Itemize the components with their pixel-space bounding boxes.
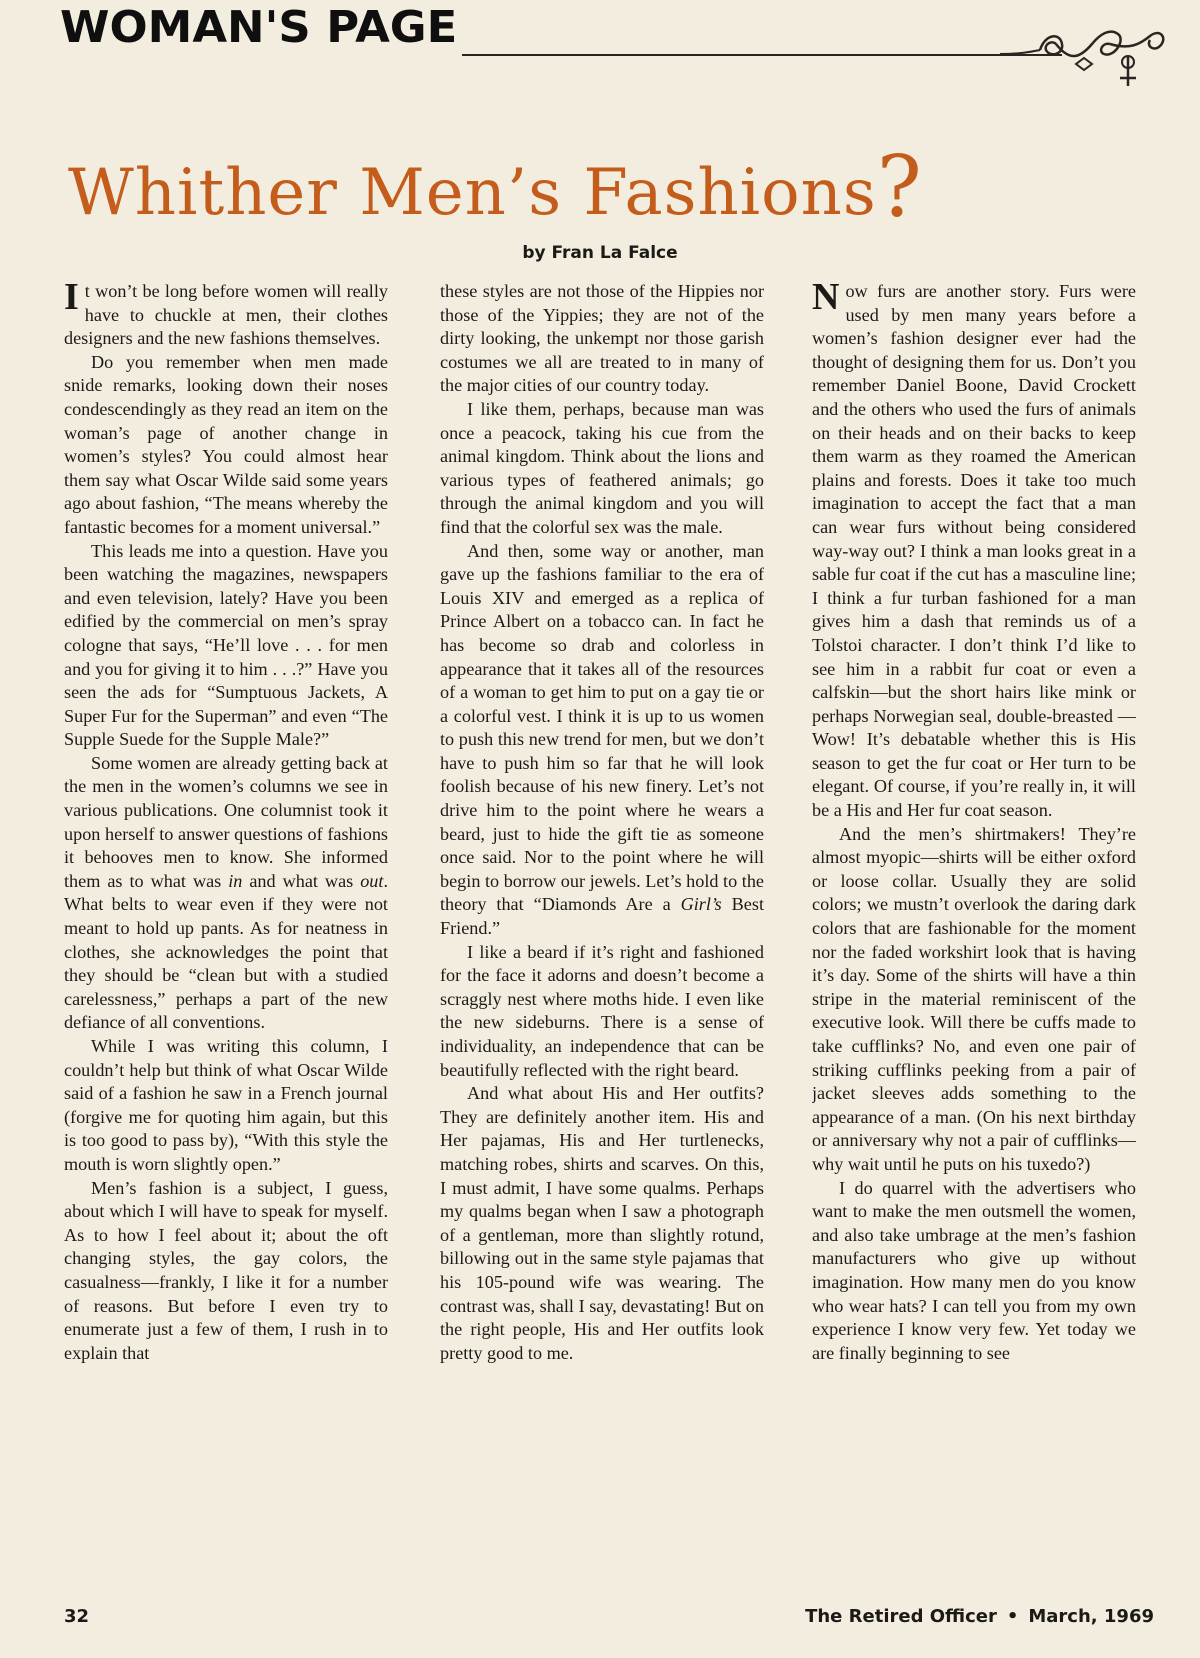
emphasis-out: out	[360, 870, 384, 891]
drop-cap: N	[812, 280, 840, 318]
paragraph: While I was writing this column, I couldn’t help but think of what Oscar Wilde said of a fashion he saw in a French journal (forgive me for quoting him again, but this is too good to pass by), “With this style the mouth is worn slightly open.”	[64, 1036, 388, 1174]
paragraph: I like a beard if it’s right and fashioned for the face it adorns and doesn’t become a scraggly nest where moths hide. I even like the new sideburns. There is a sense of individuality, an independence that can be beautifully reflected with the right beard.	[440, 941, 764, 1080]
paragraph: I do quarrel with the advertisers who want to make the men outsmell the women, and also take umbrage at the men’s fashion manufacturers who give up without imagination. How many men do you know who wear hats? I can tell you from my own experience I know very few. Yet today we are finally beginning to see	[812, 1177, 1136, 1363]
section-header: WOMAN'S PAGE	[60, 2, 458, 53]
paragraph: And the men’s shirtmakers! They’re almost myopic—shirts will be either oxford or loose collar. Usually they are solid colors; we mustn’t overlook the daring dark colors that are fashionable for the moment nor the faded workshirt look that is having it’s day. Some of the shirts will have a thin stripe in the material reminiscent of the executive look. Will there be cuffs made to take cufflinks? No, and even one pair of striking cufflinks peeking from a pair of jacket sleeves adds something to the appearance of a man. (On his next birthday or anniversary why not a pair of cufflinks— why wait until he puts on his tuxedo?)	[812, 823, 1136, 1174]
drop-cap: I	[64, 280, 79, 318]
paragraph: these styles are not those of the Hippies nor those of the Yippies; they are not of the dirty looking, the unkempt nor those garish costumes we all are treated to in many of the major cities of our country today.	[440, 281, 764, 396]
article-column-1	[64, 280, 388, 1580]
paragraph: And what about His and Her outfits? They are definitely another item. His and Her pajamas, His and Her turtlenecks, matching robes, shirts and scarves. On this, I must admit, I have some qualms. Perhaps my qualms began when I saw a photograph of a gentleman, more than slightly rotund, billowing out in the same style pajamas that his 105-pound wife was wearing. The contrast was, shall I say, devastating! But on the right people, His and Her outfits look pretty good to me.	[440, 1083, 764, 1363]
paragraph: I like them, perhaps, because man was once a peacock, taking his cue from the animal kingdom. Think about the lions and various types of feathered animals; go through the animal kingdom and you will find that the colorful sex was the male.	[440, 398, 764, 537]
footer-publication	[805, 1606, 1154, 1627]
emphasis-girls: Girl’s	[680, 894, 722, 915]
paragraph-text: . What belts to wear even if they were not meant to hold up pants. As for neatness in clothes, she acknowledges the point that they should be “clean but with a studied carelessness,” perhaps a part of the new defiance of all conventions.	[64, 870, 388, 1033]
article-column-3	[812, 280, 1136, 1580]
paragraph-text: Some women are already getting back at the men in the women’s columns we see in various publications. One columnist took it upon herself to answer questions of fashions it behooves men to know. She informed them as to what was	[64, 752, 388, 891]
paragraph-text: t won’t be long before women will really have to chuckle at men, their clothes designers and the new fashions themselves.	[64, 281, 388, 349]
publication-name: The Retired Officer	[805, 1606, 997, 1627]
article-column-2	[440, 280, 764, 1580]
flourish-ornament-icon	[1000, 14, 1170, 100]
paragraph: Do you remember when men made snide remarks, looking down their noses condescendingly as they read an item on the woman’s page of another change in women’s styles? You could almost hear them say what Oscar Wilde said some years ago about fashion, “The means whereby the fantastic becomes for a moment universal.”	[64, 351, 388, 537]
paragraph	[64, 280, 388, 351]
paragraph-text: and what was	[242, 870, 361, 891]
paragraph-text: Best Friend.”	[440, 894, 764, 939]
paragraph	[64, 752, 388, 1035]
paragraph-text: And then, some way or another, man gave up the fashions familiar to the era of Louis XIV and emerged as a replica of Prince Albert on a tobacco can. In fact he has become so drab and colorless in appearance that it takes all of the resources of a woman to get him to put on a gay tie or a colorful vest. I think it is up to us women to push this new trend for men, but we don’t have to push him so far that he will look foolish because of his new finery. Let’s not drive him to the point where he wears a beard, just to hide the gift tie as someone once said. Nor to the point where he will begin to borrow our jewels. Let’s hold to the theory that “Diamonds Are a	[440, 540, 764, 915]
footer-separator: •	[1006, 1606, 1019, 1627]
article-title-mark: ?	[876, 138, 923, 236]
article-title	[68, 138, 1168, 236]
header-rule	[462, 54, 1062, 56]
emphasis-in: in	[228, 870, 243, 891]
paragraph: Men’s fashion is a subject, I guess, about which I will have to speak for myself. As to how I feel about it; about the oft changing styles, the gay colors, the casualness—frankly, I like it for a number of reasons. But before I even try to enumerate just a few of them, I rush in to explain that	[64, 1177, 388, 1363]
page-number: 32	[64, 1606, 90, 1627]
paragraph-text: ow furs are another story. Furs were used by men many years before a women’s fashion designer ever had the thought of designing them for us. Don’t you remember Daniel Boone, David Crockett and the others who used the furs of animals on their heads and on their backs to keep them warm as they roamed the American plains and forests. Does it take too much imagination to accept the fact that a man can wear furs without being considered way-way out? I think a man looks great in a sable fur coat if the cut has a masculine line; I think a fur turban fashioned for a man gives him a dash that reminds us of a Tolstoi character. I don’t think I’d like to see him in a rabbit fur coat or even a calfskin—but the short hairs like mink or perhaps Norwegian seal, double-breasted —Wow! It’s debatable whether this is His season to get the fur coat or Her turn to be elegant. Of course, if you’re really in, it will be a His and Her fur coat season.	[812, 281, 1136, 821]
issue-date: March, 1969	[1028, 1606, 1154, 1627]
article-title-text: Whither Men’s Fashions	[68, 156, 877, 230]
byline: by Fran La Falce	[522, 243, 678, 263]
paragraph: This leads me into a question. Have you been watching the magazines, newspapers and even television, lately? Have you been edified by the commercial on men’s spray cologne that says, “He’ll love . . . for men and you for giving it to him . . .?” Have you seen the ads for “Sumptuous Jackets, A Super Fur for the Superman” and even “The Supple Suede for the Supple Male?”	[64, 540, 388, 750]
paragraph	[440, 540, 764, 941]
paragraph	[812, 280, 1136, 823]
